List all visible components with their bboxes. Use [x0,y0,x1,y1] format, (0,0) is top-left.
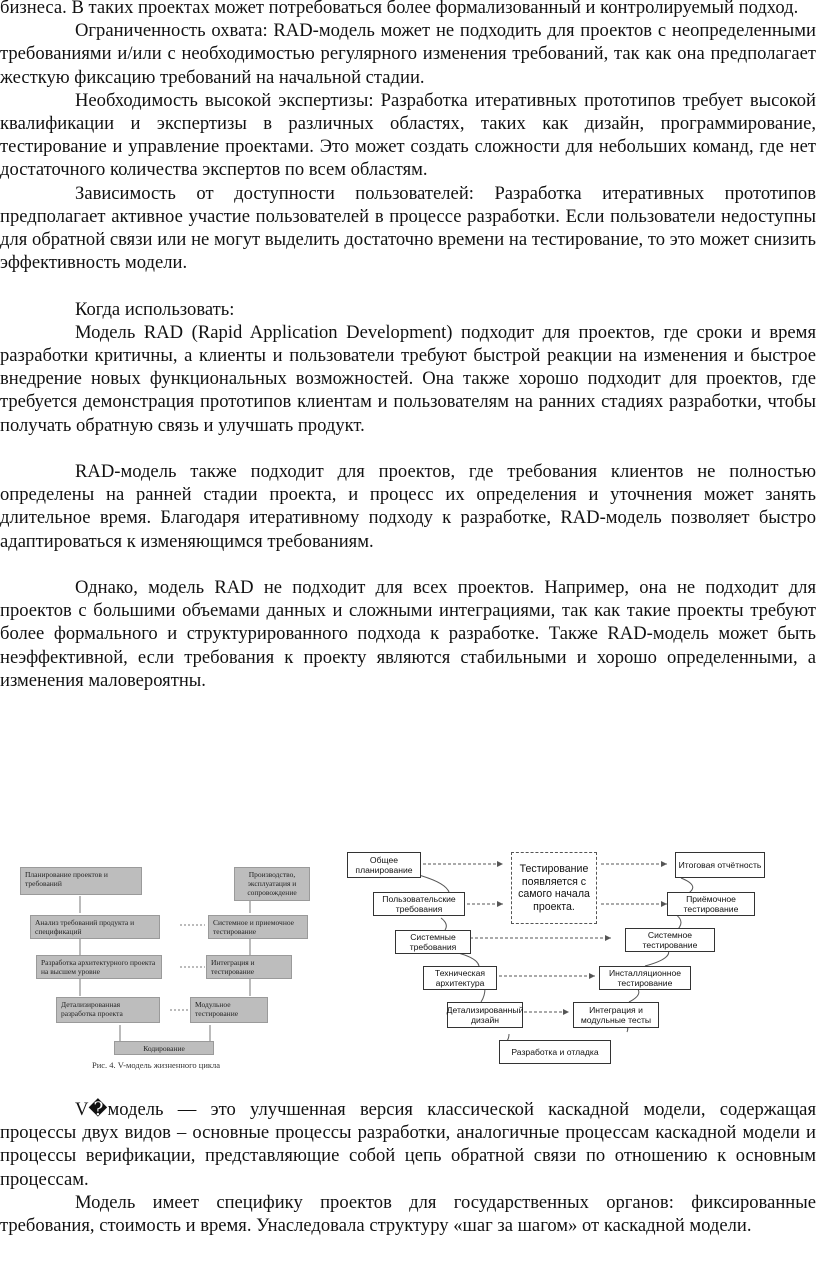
paragraph: Зависимость от доступности пользователей: Разработка итеративных прототипов предполагает активное участие пользователей в процессе разработки. Если пользователи недоступны для обратной связи или не могут выделить достаточно времени на тестирование, то это может снизить эффективность модели. [0,182,816,274]
box-final-report: Итоговая отчётность [675,852,765,878]
v-box-production: Производство, эксплуатация и сопровождение [234,867,310,901]
box-general-planning: Общее планирование [347,852,421,878]
paragraph: Ограниченность охвата: RAD-модель может не подходить для проектов с неопределенными требованиями и/или с необходимостью регулярного изменения требований, так как она предполагает жесткую фиксацию требований на начальной стадии. [0,20,816,88]
paragraph: V�модель — это улучшенная версия классической каскадной модели, содержащая процессы двух видов – основные процессы разработки, аналогичные процессам каскадной модели и процессы верификации, представляющие собой цепь обратной связи по отношению к основным процессам. [0,1099,816,1190]
paragraph: Модель имеет специфику проектов для государственных органов: фиксированные требования, стоимость и время. Унаследовала структуру «шаг за шагом» от каскадной модели. [0,1191,816,1237]
text-block-bottom [0,1098,816,1237]
box-integration-unit-tests: Интеграция и модульные тесты [573,1002,659,1028]
box-system-requirements: Системные требования [395,930,471,954]
paragraph: Модель RAD (Rapid Application Development) подходит для проектов, где сроки и время разработки критичны, а клиенты и пользователи требуют быстрой реакции на изменения и быстрое внедрение новых функциональных возможностей. Она также хорошо подходит для проектов, где требуется демонстрация прототипов клиентам и пользователям на ранних стадиях разработки, чтобы получать обратную связь и улучшать продукт. [0,321,816,436]
paragraph: Однако, модель RAD не подходит для всех проектов. Например, она не подходит для проектов с большими объемами данных и сложными интеграциями, так как такие проекты требуют более формального и структурированного подхода к разработке. Также RAD-модель может быть неэффективной, если требования к проекту являются стабильными и хорошо определенными, а изменения маловероятны. [0,577,816,691]
box-acceptance-testing: Приёмочное тестирование [667,892,755,916]
paragraph: бизнеса. В таких проектах может потребоваться более формализованный и контролируемый подход. [0,0,799,18]
v-box-planning: Планирование проектов и требований [20,867,142,895]
testing-v-model-figure [345,846,771,1070]
v-model-figure [20,855,310,1075]
v-box-integration: Интеграция и тестирование [206,955,292,979]
box-user-requirements: Пользовательские требования [373,892,465,916]
v-box-detailed-design: Детализированная разработка проекта [56,997,160,1023]
box-installation-testing: Инсталляционное тестирование [599,966,691,990]
figure-caption: Рис. 4. V-модель жизненного цикла [92,1060,221,1070]
v-box-requirements-analysis: Анализ требований продукта и спецификаций [30,915,160,939]
box-system-testing: Системное тестирование [625,928,715,952]
box-technical-architecture: Техническая архитектура [423,966,497,990]
box-detailed-design: Детализированный дизайн [447,1002,523,1028]
box-development-debugging: Разработка и отладка [499,1040,611,1064]
v-box-coding: Кодирование [114,1041,214,1055]
paragraph: Необходимость высокой экспертизы: Разработка итеративных прототипов требует высокой квалификации и экспертизы в различных областях, таких как дизайн, программирование, тестирование и управление проектами. Это может создать сложности для небольших команд, где нет достаточного количества экспертов по всем областям. [0,89,816,181]
testing-note: Тестирование появляется с самого начала проекта. [511,852,597,924]
section-heading: Когда использовать: [75,298,235,320]
v-box-system-testing: Системное и приемочное тестирование [208,915,308,939]
v-box-architecture: Разработка архитектурного проекта на высшем уровне [36,955,162,979]
paragraph: RAD-модель также подходит для проектов, где требования клиентов не полностью определены на ранней стадии проекта, и процесс их определения и уточнения может занять длительное время. Благодаря итеративному подходу к разработке, RAD-модель позволяет быстро адаптироваться к изменяющимся требованиям. [0,461,816,552]
v-box-unit-testing: Модульное тестирование [190,997,268,1023]
